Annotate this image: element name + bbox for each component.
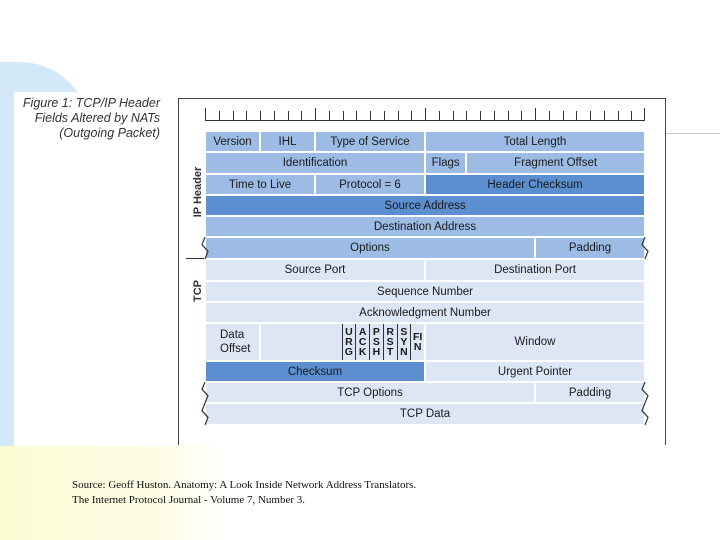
tcp-flags bbox=[342, 324, 425, 360]
caption-line: Fields Altered by NATs bbox=[34, 111, 160, 125]
source-line: Source: Geoff Huston. Anatomy: A Look Inside Network Address Translators. bbox=[72, 479, 417, 491]
ruler-tick bbox=[274, 111, 275, 120]
header-field: Window bbox=[425, 323, 645, 361]
ruler-tick bbox=[535, 108, 536, 120]
tcp-flag: FIN bbox=[410, 324, 424, 360]
caption-line: Figure 1: TCP/IP Header bbox=[22, 96, 160, 110]
header-field: Time to Live bbox=[205, 174, 315, 195]
variable-length-edge bbox=[201, 403, 209, 425]
variable-length-edge bbox=[201, 237, 209, 259]
ruler-tick bbox=[370, 111, 371, 120]
tcp-flag: ACK bbox=[355, 324, 369, 360]
ruler-tick bbox=[384, 111, 385, 120]
ruler-tick bbox=[260, 111, 261, 120]
ip-header-label: IP Header bbox=[192, 166, 204, 218]
header-field: Padding bbox=[535, 237, 645, 259]
ruler-tick bbox=[604, 111, 605, 120]
header-field: Sequence Number bbox=[205, 281, 645, 302]
header-field: Destination Port bbox=[425, 259, 645, 281]
caption-line: (Outgoing Packet) bbox=[59, 126, 160, 140]
ruler-tick bbox=[618, 111, 619, 120]
ruler-tick bbox=[205, 108, 206, 120]
bit-ruler bbox=[205, 108, 645, 121]
ruler-tick bbox=[233, 111, 234, 120]
ruler-tick bbox=[329, 111, 330, 120]
ruler-tick bbox=[453, 111, 454, 120]
header-field: Total Length bbox=[425, 131, 645, 152]
ruler-tick bbox=[508, 111, 509, 120]
header-field: Flags bbox=[425, 152, 466, 174]
decorative-side-band bbox=[0, 66, 14, 446]
header-field: Header Checksum bbox=[425, 174, 645, 195]
header-field: TCP Options bbox=[205, 382, 535, 403]
variable-length-edge bbox=[641, 382, 649, 403]
header-field: IHL bbox=[260, 131, 315, 152]
header-field: Destination Address bbox=[205, 216, 645, 237]
header-field: Options bbox=[205, 237, 535, 259]
tcp-label: TCP bbox=[192, 280, 204, 302]
ruler-tick bbox=[425, 108, 426, 120]
ruler-tick bbox=[219, 111, 220, 120]
header-field: Identification bbox=[205, 152, 425, 174]
ruler-tick bbox=[549, 111, 550, 120]
header-field: Source Port bbox=[205, 259, 425, 281]
ruler-tick bbox=[494, 111, 495, 120]
tcp-flag: RST bbox=[383, 324, 397, 360]
figure-caption bbox=[14, 96, 160, 141]
tcp-flag: URG bbox=[342, 324, 356, 360]
ruler-tick bbox=[466, 111, 467, 120]
header-field: Padding bbox=[535, 382, 645, 403]
header-field: Urgent Pointer bbox=[425, 361, 645, 382]
header-field: Fragment Offset bbox=[466, 152, 645, 174]
tcp-flag: SYN bbox=[397, 324, 411, 360]
header-field: TCP Data bbox=[205, 403, 645, 425]
ruler-tick bbox=[590, 111, 591, 120]
tcp-flag: PSH bbox=[369, 324, 383, 360]
ruler-tick bbox=[246, 111, 247, 120]
header-field: Source Address bbox=[205, 195, 645, 216]
ruler-tick bbox=[315, 108, 316, 120]
decorative-rule bbox=[664, 133, 720, 134]
header-field: Acknowledgment Number bbox=[205, 302, 645, 323]
header-field: Checksum bbox=[205, 361, 425, 382]
ruler-tick bbox=[521, 111, 522, 120]
figure-panel bbox=[14, 92, 178, 446]
ruler-tick bbox=[288, 111, 289, 120]
ruler-tick bbox=[631, 111, 632, 120]
ruler-tick bbox=[356, 111, 357, 120]
header-field: Version bbox=[205, 131, 260, 152]
ruler-tick bbox=[343, 111, 344, 120]
ruler-tick bbox=[563, 111, 564, 120]
variable-length-edge bbox=[641, 403, 649, 425]
header-field: Type of Service bbox=[315, 131, 425, 152]
source-line: The Internet Protocol Journal - Volume 7, Number 3. bbox=[72, 494, 305, 506]
variable-length-edge bbox=[641, 237, 649, 259]
ruler-tick bbox=[398, 111, 399, 120]
ruler-tick bbox=[301, 111, 302, 120]
ruler-tick bbox=[644, 108, 645, 120]
ruler-tick bbox=[411, 111, 412, 120]
source-citation bbox=[72, 478, 416, 508]
header-field bbox=[260, 323, 425, 361]
ruler-tick bbox=[480, 111, 481, 120]
ruler-tick bbox=[576, 111, 577, 120]
ruler-tick bbox=[439, 111, 440, 120]
variable-length-edge bbox=[201, 382, 209, 403]
header-field: Protocol = 6 bbox=[315, 174, 425, 195]
header-field: Data Offset bbox=[205, 323, 260, 361]
